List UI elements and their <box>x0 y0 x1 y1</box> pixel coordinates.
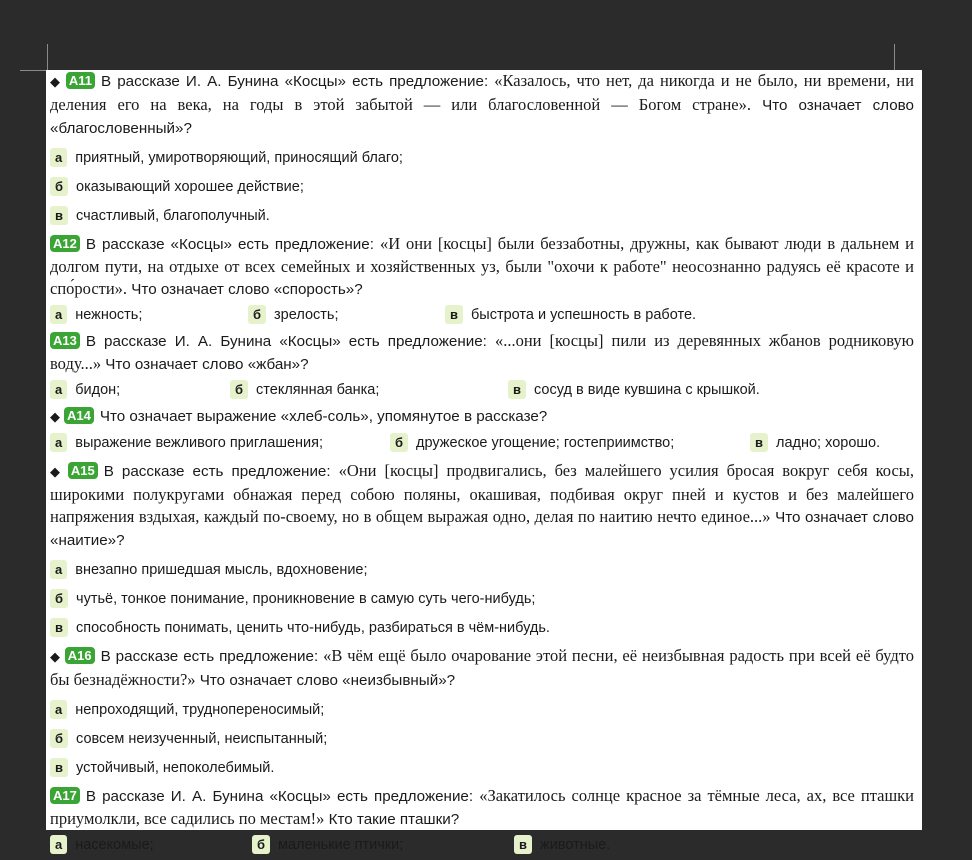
option-letter: б <box>248 305 266 324</box>
question-number-badge: A12 <box>50 235 80 252</box>
option-text: сосуд в виде кувшина с крышкой. <box>534 382 760 398</box>
answer-option[interactable] <box>50 614 914 643</box>
answer-option[interactable] <box>514 831 610 860</box>
option-letter: а <box>50 700 67 719</box>
option-text: дружеское угощение; гостеприимство; <box>416 435 675 451</box>
option-text: устойчивый, непоколебимый. <box>76 760 275 776</box>
option-text: бидон; <box>75 382 121 398</box>
answer-option[interactable] <box>50 556 914 585</box>
option-letter: в <box>514 835 532 854</box>
question-stem: В рассказе есть предложение: <box>100 648 324 665</box>
question-stem: В рассказе И. А. Бунина «Косцы» есть предложение: <box>85 788 480 805</box>
crop-guide-left-vertical <box>47 44 48 70</box>
option-letter: в <box>50 618 68 637</box>
option-letter: а <box>50 380 67 399</box>
answer-option[interactable] <box>230 376 379 405</box>
question-quote: «В чём ещё было очарование этой песни, её неизбывная радость при всей её будто бы безнадёжности?» <box>50 646 914 689</box>
question-a14 <box>50 405 914 458</box>
option-letter: в <box>508 380 526 399</box>
option-letter: б <box>390 433 408 452</box>
question-stem: В рассказе И. А. Бунина «Косцы» есть предложение: <box>101 73 495 90</box>
option-text: выражение вежливого приглашения; <box>75 435 324 451</box>
question-a12 <box>50 233 914 330</box>
question-quote: «...они [косцы] пили из деревянных жбанов родниковую воду...» <box>50 331 914 373</box>
question-number-badge: A11 <box>66 72 95 89</box>
question-a13 <box>50 330 914 405</box>
option-text: зрелость; <box>274 307 339 323</box>
answer-option[interactable] <box>50 725 914 754</box>
option-text: счастливый, благополучный. <box>76 208 270 224</box>
diamond-icon: ◆ <box>50 410 60 425</box>
option-text: чутьё, тонкое понимание, проникновение в самую суть чего-нибудь; <box>76 591 536 607</box>
option-text: ладно; хорошо. <box>776 435 881 451</box>
crop-guide-right-vertical <box>894 44 895 70</box>
question-ask: Что означает слово «наитие»? <box>50 509 914 549</box>
question-quote: «Казалось, что нет, да никогда и не было, ни времени, ни деления его на века, на годы в этой забытой — или благословенной — Богом стране». <box>50 71 915 114</box>
option-text: непроходящий, труднопереносимый; <box>75 702 325 718</box>
question-number-badge: A15 <box>68 462 98 479</box>
option-letter: а <box>50 560 67 579</box>
question-number-badge: A16 <box>65 647 95 664</box>
option-letter: б <box>230 380 248 399</box>
answer-option[interactable] <box>445 301 696 330</box>
answer-option[interactable] <box>508 376 760 405</box>
option-letter: в <box>50 758 68 777</box>
answer-option[interactable] <box>248 301 339 330</box>
option-letter: а <box>50 835 67 854</box>
option-text: способность понимать, ценить что-нибудь, разбираться в чём-нибудь. <box>76 620 550 636</box>
question-quote: «Они [косцы] продвигались, без малейшего усилия бросая вокруг себя косы, широкими полукругами обнажая перед собою поляны, окашивая, подбивая округ пней и кустов и без малейшего напряжения вздыхая, каждый по-своему, но в общем выражая одно, делая по наитию нечто единое...» <box>50 461 915 526</box>
answer-option[interactable] <box>750 429 880 458</box>
answer-option[interactable] <box>50 585 914 614</box>
document-page <box>46 70 922 853</box>
diamond-icon: ◆ <box>50 650 61 665</box>
answer-option[interactable] <box>50 831 154 860</box>
answer-option[interactable] <box>252 831 403 860</box>
question-quote: «И они [косцы] были беззаботны, дружны, как бывают люди в дальнем и долгом пути, на отдыхе от всех семейных и хозяйственных уз, были "охочи к работе" неосознанно радуясь её красоте и спо́рости». <box>50 234 915 298</box>
option-letter: а <box>50 305 67 324</box>
question-number-badge: A17 <box>50 787 80 804</box>
option-text: быстрота и успешность в работе. <box>471 307 697 323</box>
question-quote: «Закатилось солнце красное за тёмные леса, ах, все пташки приумолкли, все садились по местам!» <box>50 786 914 828</box>
question-ask: Что означает слово «спорость»? <box>127 281 363 298</box>
option-text: совсем неизученный, неиспытанный; <box>76 731 328 747</box>
question-ask: Что означает слово «жбан»? <box>101 356 309 373</box>
question-ask: Что означает слово «неизбывный»? <box>195 672 456 689</box>
answer-options-row <box>50 376 914 405</box>
option-text: оказывающий хорошее действие; <box>76 179 304 195</box>
answer-option[interactable] <box>50 754 914 783</box>
question-stem: В рассказе И. А. Бунина «Косцы» есть предложение: <box>85 333 495 350</box>
question-stem: В рассказе «Косцы» есть предложение: <box>85 236 380 253</box>
question-stem: Что означает выражение «хлеб-соль», упомянутое в рассказе? <box>99 408 548 425</box>
answer-option[interactable] <box>50 376 120 405</box>
option-text: животные. <box>540 837 611 853</box>
option-letter: б <box>50 589 68 608</box>
answer-option[interactable] <box>50 301 142 330</box>
option-letter: в <box>50 206 68 225</box>
option-text: нежность; <box>75 307 143 323</box>
option-letter: а <box>50 148 67 167</box>
question-a11 <box>50 70 914 231</box>
answer-option[interactable] <box>50 429 323 458</box>
question-number-badge: A14 <box>64 407 94 424</box>
question-number-badge: A13 <box>50 332 80 349</box>
option-letter: в <box>750 433 768 452</box>
option-letter: б <box>50 177 68 196</box>
option-text: маленькие птички; <box>278 837 404 853</box>
answer-options-row <box>50 301 914 330</box>
diamond-icon: ◆ <box>50 75 62 90</box>
answer-options-row <box>50 831 914 860</box>
answer-options-row <box>50 429 914 458</box>
option-letter: б <box>50 729 68 748</box>
diamond-icon: ◆ <box>50 465 64 480</box>
test-content <box>50 70 914 860</box>
option-text: приятный, умиротворяющий, приносящий благо; <box>75 150 403 166</box>
option-letter: б <box>252 835 270 854</box>
question-stem: В рассказе есть предложение: <box>103 463 339 480</box>
answer-option[interactable] <box>50 202 914 231</box>
answer-option[interactable] <box>50 144 914 173</box>
answer-option[interactable] <box>50 173 914 202</box>
option-letter: а <box>50 433 67 452</box>
option-text: стеклянная банка; <box>256 382 380 398</box>
crop-guide-left-horizontal <box>20 70 48 71</box>
question-a15 <box>50 460 914 643</box>
question-a16 <box>50 645 914 783</box>
option-text: внезапно пришедшая мысль, вдохновение; <box>75 562 368 578</box>
question-a17 <box>50 785 914 860</box>
question-ask: Что означает слово «благословенный»? <box>50 97 914 137</box>
option-letter: в <box>445 305 463 324</box>
question-ask: Кто такие пташки? <box>324 811 460 828</box>
option-text: насекомые; <box>75 837 154 853</box>
answer-option[interactable] <box>390 429 674 458</box>
answer-option[interactable] <box>50 696 914 725</box>
